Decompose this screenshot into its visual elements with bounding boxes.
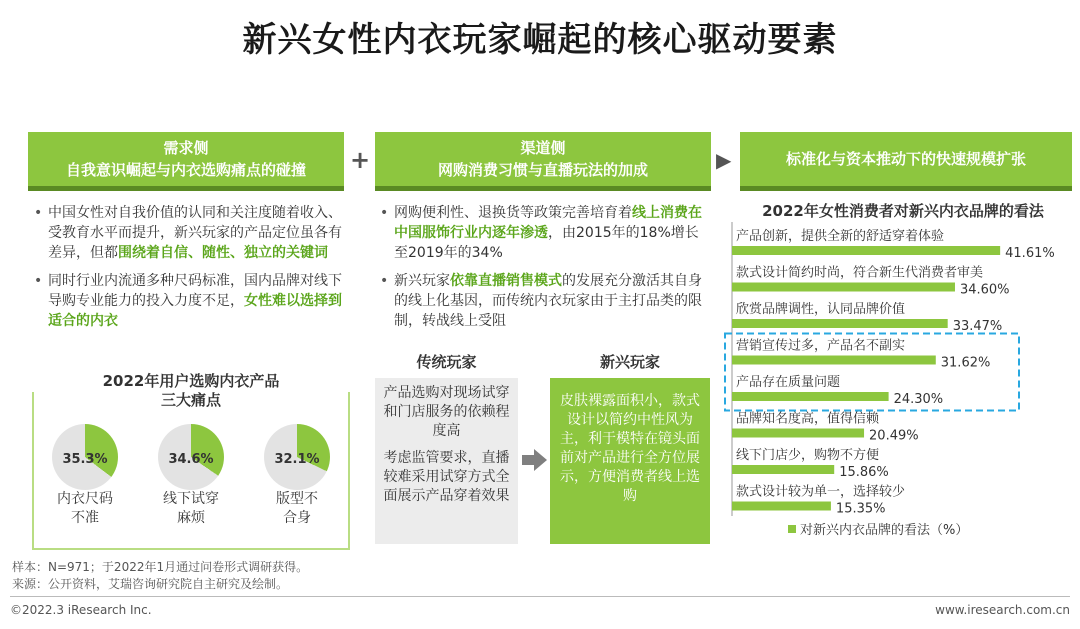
value-label: 31.62%: [940, 355, 991, 371]
channel-bullets: [378, 203, 708, 339]
category-label: 营销宣传过多，产品名不副实: [736, 338, 906, 354]
channel-bullet-1: • 网购便利性、退换货等政策完善培育着线上消费在中国服饰行业内逐年渗透，由2015年的18%增长至2019年的34%: [378, 203, 708, 263]
demand-banner: [28, 132, 344, 186]
pain-value-size: 35.3%: [62, 452, 108, 467]
pain-title: 2022年用户选购内衣产品 三大痛点: [102, 372, 280, 409]
source-note: 来源：公开资料，艾瑞咨询研究院自主研究及绘制。: [12, 577, 289, 591]
bar: [732, 356, 936, 365]
bar: [732, 283, 955, 292]
page-title: 新兴女性内衣玩家崛起的核心驱动要素: [242, 20, 838, 60]
bar: [732, 465, 834, 474]
channel-banner-shadow: [375, 186, 711, 191]
traditional-heading: 传统玩家: [416, 353, 477, 371]
value-label: 20.49%: [869, 428, 919, 444]
footer-divider: [10, 596, 1070, 597]
pain-label-tryon: 线下试穿 麻烦: [163, 491, 219, 526]
category-label: 产品存在质量问题: [736, 375, 841, 390]
demand-banner-shadow: [28, 186, 344, 191]
category-label: 款式设计简约时尚，符合新生代消费者审美: [736, 265, 984, 281]
channel-banner-title: 渠道侧: [520, 139, 566, 157]
demand-bullet-1: • 中国女性对自我价值的认同和关注度随着收入、受教育水平而提升，新兴玩家的产品定位虽各有差异，但都围绕着自信、随性、独立的关键词: [32, 203, 348, 263]
value-label: 15.35%: [835, 501, 886, 517]
pain-label-size: 内衣尺码 不准: [57, 491, 113, 526]
bar: [732, 392, 889, 401]
pain-value-tryon: 34.6%: [168, 452, 214, 467]
emerging-heading: 新兴玩家: [599, 353, 660, 371]
category-label: 品牌知名度高，值得信赖: [736, 411, 880, 427]
scale-banner-title: 标准化与资本推动下的快速规模扩张: [785, 150, 1026, 168]
emerging-box: 皮肤裸露面积小，款式设计以简约中性风为主，利于模特在镜头面前对产品进行全方位展示，方便消费者线上选购: [550, 378, 710, 544]
bar: [732, 319, 948, 328]
plus-icon: +: [350, 146, 371, 174]
value-label: 34.60%: [959, 282, 1010, 298]
traditional-point-2: 考虑监管要求，直播较难采用试穿方式全面展示产品穿着效果: [383, 450, 510, 504]
value-label: 24.30%: [893, 392, 944, 407]
scale-banner: [740, 132, 1072, 186]
sample-note: 样本：N=971；于2022年1月通过问卷形式调研获得。: [12, 560, 309, 574]
value-label: 15.86%: [839, 465, 889, 480]
chart-title: 2022年女性消费者对新兴内衣品牌的看法: [762, 202, 1044, 220]
demand-bullets: [32, 203, 348, 339]
bar: [732, 429, 864, 438]
pain-label-fit: 版型不 合身: [276, 491, 318, 526]
value-label: 33.47%: [952, 319, 1003, 334]
category-label: 欣赏品牌调性，认同品牌价值: [736, 302, 906, 317]
copyright: ©2022.3 iResearch Inc.: [10, 603, 152, 617]
traditional-point-1: 产品选购对现场试穿和门店服务的依赖程度高: [383, 385, 510, 439]
channel-banner-subtitle: 网购消费习惯与直播玩法的加成: [437, 161, 648, 179]
value-label: 41.61%: [1005, 246, 1055, 261]
legend-label: 对新兴内衣品牌的看法（%）: [800, 523, 969, 538]
website-link[interactable]: www.iresearch.com.cn: [935, 603, 1070, 617]
category-label: 产品创新，提供全新的舒适穿着体验: [736, 229, 945, 244]
legend-swatch: [788, 525, 796, 533]
bar: [732, 246, 1000, 255]
category-label: 款式设计较为单一，选择较少: [736, 484, 906, 500]
scale-banner-shadow: [740, 186, 1072, 191]
category-label: 线下门店少，购物不方便: [736, 448, 880, 463]
traditional-box: [375, 378, 518, 544]
channel-banner: [375, 132, 711, 186]
bar: [732, 502, 831, 511]
arrow-right-icon: ▶: [716, 148, 732, 172]
demand-banner-subtitle: 自我意识崛起与内衣选购痛点的碰撞: [65, 161, 306, 179]
demand-bullet-2: • 同时行业内流通多种尺码标准，国内品牌对线下导购专业能力的投入力度不足，女性难以选择到适合的内衣: [32, 271, 348, 331]
pain-value-fit: 32.1%: [274, 452, 320, 467]
opinion-bar-chart: [722, 220, 1074, 556]
demand-banner-title: 需求侧: [163, 139, 209, 157]
arrow-right-icon: [522, 448, 548, 472]
channel-bullet-2: • 新兴玩家依靠直播销售模式的发展充分激活其自身的线上化基因，而传统内衣玩家由于主打品类的限制，转战线上受阻: [378, 271, 708, 331]
